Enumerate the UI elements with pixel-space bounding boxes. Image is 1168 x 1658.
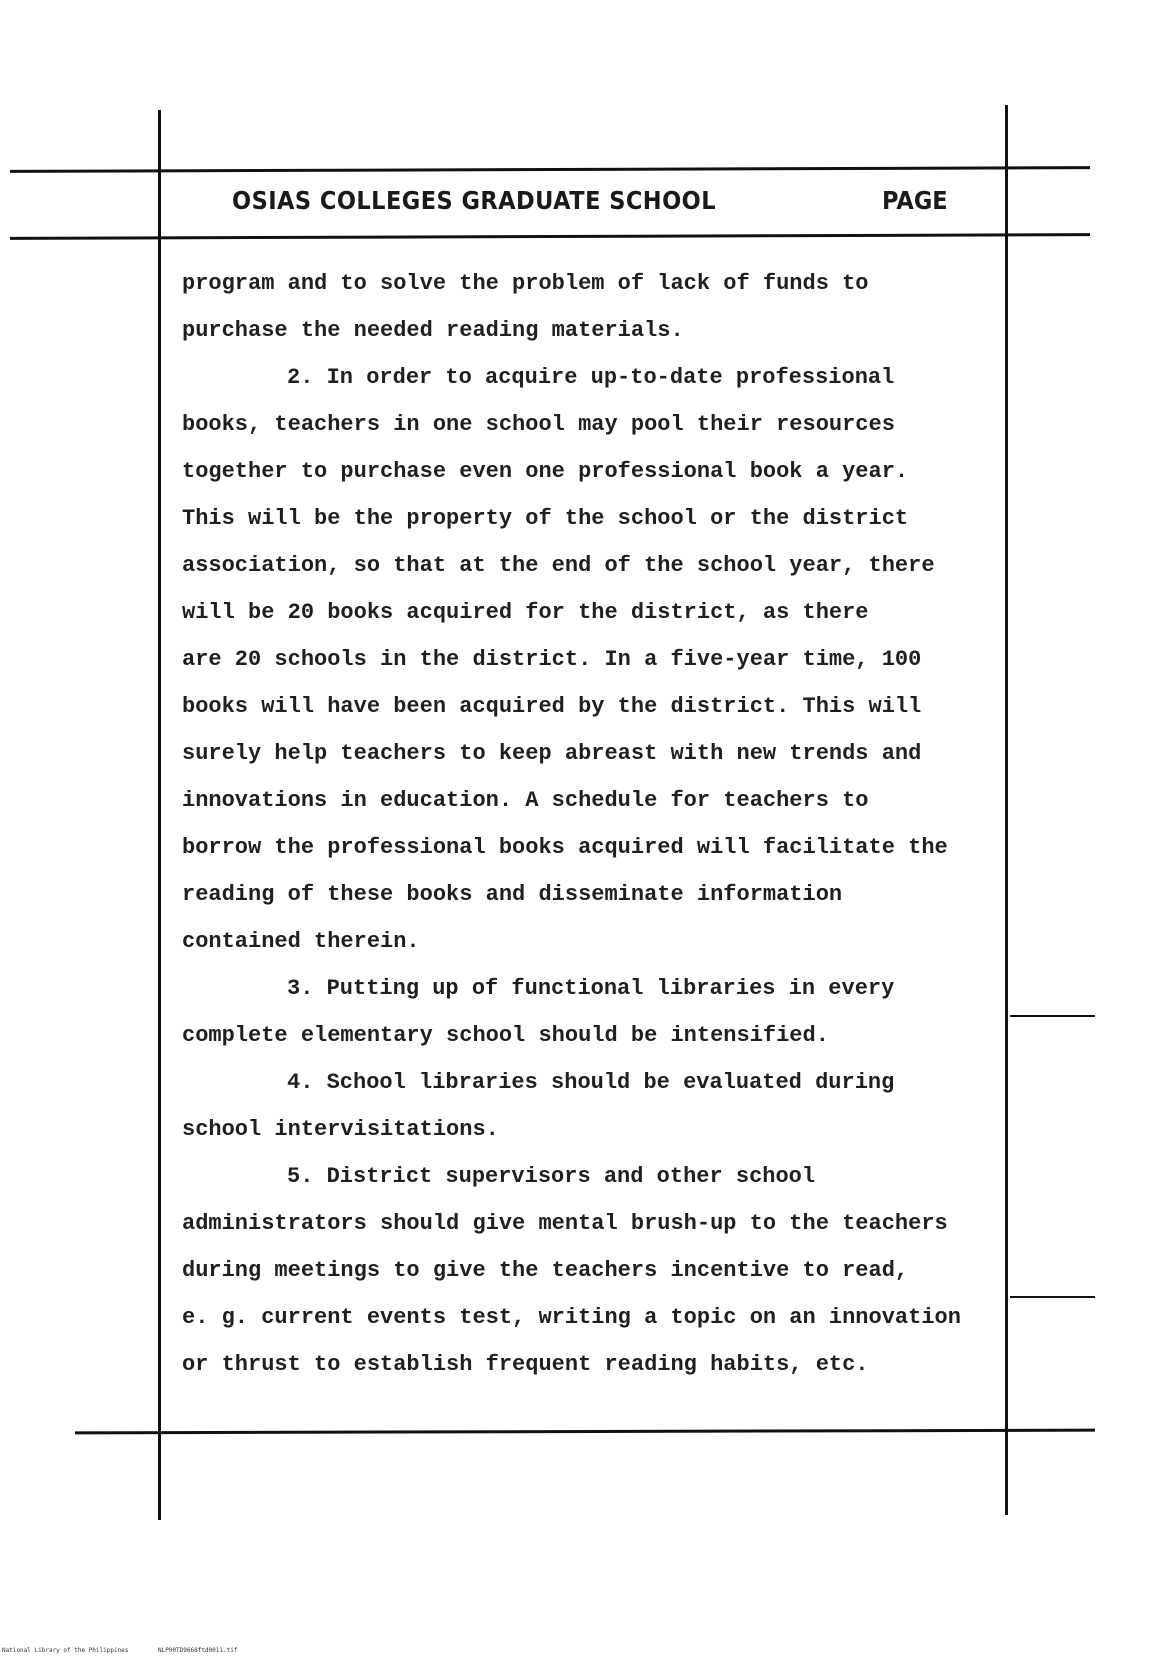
text-line: school intervisitations. xyxy=(182,1117,499,1142)
frame-left-vertical-line xyxy=(158,110,161,1520)
text-line: during meetings to give the teachers incentive to read, xyxy=(182,1258,909,1283)
text-line: administrators should give mental brush-up to the teachers xyxy=(182,1211,948,1236)
text-line: association, so that at the end of the school year, there xyxy=(182,553,935,578)
library-credit: National Library of the Philippines xyxy=(2,1647,129,1654)
text-line: program and to solve the problem of lack of funds to xyxy=(182,271,869,296)
text-line: contained therein. xyxy=(182,929,420,954)
file-id: NLP00TD9668ftd0011.tif xyxy=(158,1647,238,1654)
numbered-item-3: 3. Putting up of functional libraries in every xyxy=(287,976,895,1001)
text-line: purchase the needed reading materials. xyxy=(182,318,684,343)
numbered-item-5: 5. District supervisors and other school xyxy=(287,1164,816,1189)
footer-line xyxy=(75,1429,1095,1435)
text-line: innovations in education. A schedule for teachers to xyxy=(182,788,869,813)
margin-tick-mark xyxy=(1010,1296,1095,1298)
text-line: will be 20 books acquired for the district, as there xyxy=(182,600,869,625)
document-body xyxy=(182,260,1022,1388)
text-line: books, teachers in one school may pool their resources xyxy=(182,412,895,437)
text-line: This will be the property of the school or the district xyxy=(182,506,909,531)
text-line: surely help teachers to keep abreast with new trends and xyxy=(182,741,922,766)
text-line: borrow the professional books acquired will facilitate the xyxy=(182,835,948,860)
page-label: PAGE xyxy=(882,186,948,215)
text-line: together to purchase even one professional book a year. xyxy=(182,459,909,484)
text-line: complete elementary school should be intensified. xyxy=(182,1023,829,1048)
header-title: OSIAS COLLEGES GRADUATE SCHOOL xyxy=(232,186,717,215)
text-line: are 20 schools in the district. In a five-year time, 100 xyxy=(182,647,922,672)
header-top-line xyxy=(10,166,1090,173)
text-line: books will have been acquired by the district. This will xyxy=(182,694,922,719)
numbered-item-4: 4. School libraries should be evaluated during xyxy=(287,1070,895,1095)
text-line: or thrust to establish frequent reading habits, etc. xyxy=(182,1352,869,1377)
text-line: e. g. current events test, writing a topic on an innovation xyxy=(182,1305,961,1330)
text-line: reading of these books and disseminate information xyxy=(182,882,843,907)
margin-tick-mark xyxy=(1010,1015,1095,1017)
header-bottom-line xyxy=(10,233,1090,240)
numbered-item-2: 2. In order to acquire up-to-date professional xyxy=(287,365,895,390)
